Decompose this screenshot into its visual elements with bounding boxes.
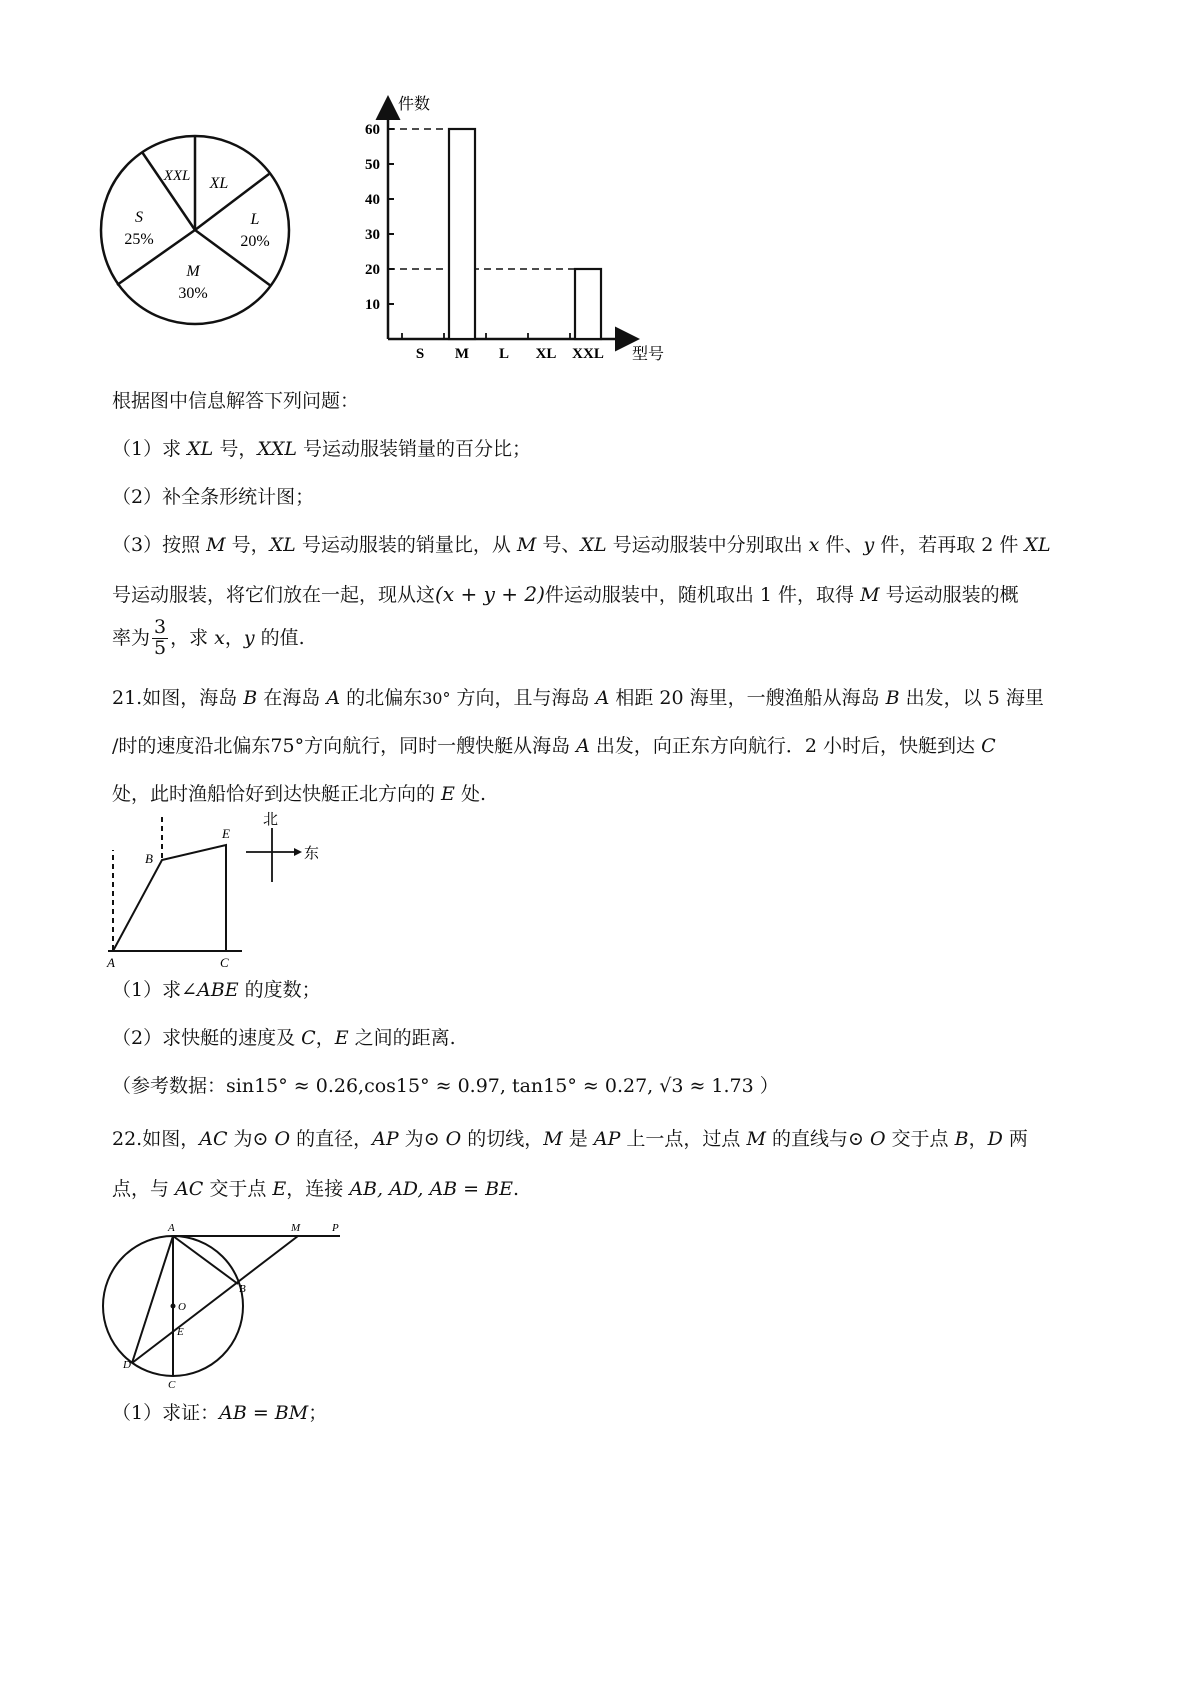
point-label-a: A xyxy=(107,955,115,970)
x-axis-label: 型号 xyxy=(632,346,665,363)
question-20-2: （2）补全条形统计图； xyxy=(112,486,315,508)
point-label-p: P xyxy=(332,1222,339,1234)
point-label-b: B xyxy=(239,1283,246,1295)
pie-divider xyxy=(142,152,195,230)
compass-east-label: 东 xyxy=(304,846,320,862)
y-tick-label: 40 xyxy=(365,192,380,208)
line-m-d xyxy=(132,1236,298,1363)
point-label-c: C xyxy=(220,955,229,970)
y-tick-label: 50 xyxy=(365,157,380,173)
problem-21-line1: 21.如图，海岛 B 在海岛 A 的北偏东30° 方向，且与海岛 A 相距 20 海里，一艘渔船从海岛 B 出发，以 5 海里 xyxy=(112,687,1044,709)
x-category-label: XL xyxy=(535,346,557,362)
question-20-3-line1: （3）按照 M 号，XL 号运动服装的销量比，从 M 号、XL 号运动服装中分别取出 x 件、y 件，若再取 2 件 XL xyxy=(112,534,1051,556)
compass-north-label: 北 xyxy=(263,812,279,828)
problem-22-line1: 22.如图，AC 为⊙ O 的直径，AP 为⊙ O 的切线，M 是 AP 上一点，过点 M 的直线与⊙ O 交于点 B，D 两 xyxy=(112,1128,1028,1150)
problem-21-line3: 处，此时渔船恰好到达快艇正北方向的 E 处. xyxy=(112,783,487,805)
bar-m xyxy=(449,129,475,339)
point-label-o: O xyxy=(178,1301,186,1313)
point-label-m: M xyxy=(291,1222,301,1234)
x-category-label: S xyxy=(415,346,425,362)
y-axis-label: 件数 xyxy=(398,96,431,113)
figure-22 xyxy=(100,1222,380,1392)
problem-21-line2: /时的速度沿北偏东75°方向航行，同时一艘快艇从海岛 A 出发，向正东方向航行．2 小时后，快艇到达 C xyxy=(112,735,996,757)
pie-label-s: S xyxy=(135,209,143,226)
point-label-b: B xyxy=(145,851,153,866)
y-tick-label: 60 xyxy=(365,122,380,138)
y-tick-label: 10 xyxy=(365,297,380,313)
pie-label-m: M xyxy=(186,263,200,280)
segment-ad xyxy=(132,1236,173,1363)
compass-arrow-icon xyxy=(294,848,302,856)
center-dot xyxy=(171,1304,176,1309)
point-label-d: D xyxy=(123,1359,131,1371)
pie-label-xl: XL xyxy=(209,175,229,192)
intro-text: 根据图中信息解答下列问题： xyxy=(112,390,360,412)
problem-22-line2: 点，与 AC 交于点 E，连接 AB, AD, AB = BE. xyxy=(112,1178,520,1200)
question-20-3-line3: 率为 $\frac{3}{5}$ ，求 x，y 的值. xyxy=(112,616,305,659)
problem-21-q1: （1）求∠ABE 的度数； xyxy=(112,979,321,1001)
pie-label-xxl: XXL xyxy=(163,168,191,184)
pie-pct-m: 30% xyxy=(178,285,208,302)
point-label-a: A xyxy=(168,1222,175,1234)
problem-21-q2: （2）求快艇的速度及 C，E 之间的距离. xyxy=(112,1027,456,1049)
point-label-c: C xyxy=(168,1379,176,1391)
y-tick-label: 30 xyxy=(365,227,380,243)
y-tick-label: 20 xyxy=(365,262,380,278)
figure-21 xyxy=(100,810,340,970)
pie-pct-l: 20% xyxy=(240,233,270,250)
x-category-label: XXL xyxy=(572,346,604,362)
pie-pct-s: 25% xyxy=(124,231,154,248)
problem-21-reference-data: （参考数据：sin15° ≈ 0.26,cos15° ≈ 0.97, tan15° ≈ 0.27, √3 ≈ 1.73 ） xyxy=(112,1075,779,1097)
pie-chart xyxy=(95,130,295,330)
point-label-e: E xyxy=(222,826,230,841)
point-label-e: E xyxy=(177,1326,184,1338)
bar-xxl xyxy=(575,269,601,339)
x-category-label: L xyxy=(498,346,510,362)
route-a-b-e-c xyxy=(113,845,226,951)
pie-label-l: L xyxy=(250,211,260,228)
question-20-3-line2: 号运动服装，将它们放在一起，现从这(x + y + 2)件运动服装中，随机取出 1 件，取得 M 号运动服装的概 xyxy=(112,582,1019,606)
x-category-label: M xyxy=(454,346,470,362)
problem-22-q1: （1）求证：AB = BM； xyxy=(112,1402,328,1424)
question-20-1: （1）求 XL 号，XXL 号运动服装销量的百分比； xyxy=(112,438,532,460)
bar-chart xyxy=(360,95,680,395)
fraction-3-5: $\frac{3}{5}$ xyxy=(154,616,167,659)
